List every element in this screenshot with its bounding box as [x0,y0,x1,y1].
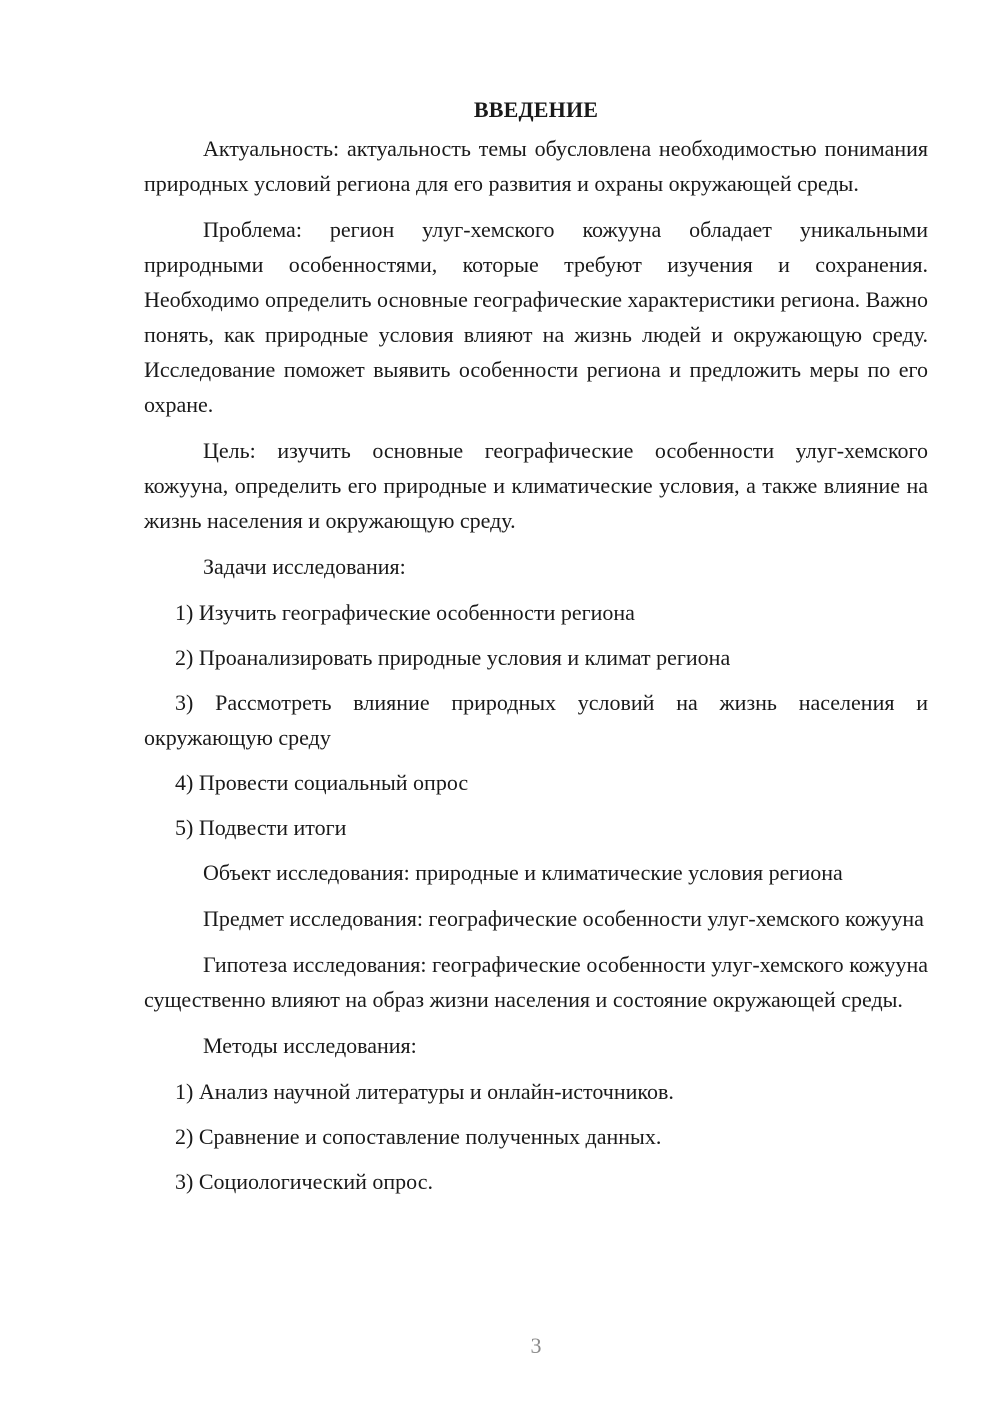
hypothesis-paragraph: Гипотеза исследования: географические особенности улуг-хемского кожууна существенно влияют на образ жизни населения и состояние окружающей среды. [144,952,928,1012]
page-number: 3 [530,1333,542,1358]
task-item: 3) Рассмотреть влияние природных условий на жизнь населения и окружающую среду [144,690,928,750]
method-item: 2) Сравнение и сопоставление полученных данных. [175,1124,662,1149]
task-item: 1) Изучить географические особенности региона [175,600,635,625]
document-page [144,92,928,1209]
tasks-heading: Задачи исследования: [203,554,406,579]
problem-paragraph: Проблема: регион улуг-хемского кожууна обладает уникальными природными особенностями, которые требуют изучения и сохранения. Необходимо определить основные географические характеристики региона. Важно понять, как природные условия влияют на жизнь людей и окружающую среду. Исследование поможет выявить особенности региона и предложить меры по его охране. [144,217,928,417]
method-item: 1) Анализ научной литературы и онлайн-источников. [175,1079,674,1104]
section-heading: ВВЕДЕНИЕ [473,97,599,122]
method-item: 3) Социологический опрос. [175,1169,433,1194]
task-item: 4) Провести социальный опрос [175,770,469,795]
methods-heading: Методы исследования: [203,1033,417,1058]
relevance-paragraph: Актуальность: актуальность темы обусловлена необходимостью понимания природных условий региона для его развития и охраны окружающей среды. [144,136,928,196]
object-paragraph: Объект исследования: природные и климатические условия региона [203,860,843,885]
task-item: 2) Проанализировать природные условия и климат региона [175,645,731,670]
goal-paragraph: Цель: изучить основные географические особенности улуг-хемского кожууна, определить его природные и климатические условия, а также влияние на жизнь населения и окружающую среду. [144,438,928,533]
task-item: 5) Подвести итоги [175,815,347,840]
subject-paragraph: Предмет исследования: географические особенности улуг-хемского кожууна [203,906,924,931]
